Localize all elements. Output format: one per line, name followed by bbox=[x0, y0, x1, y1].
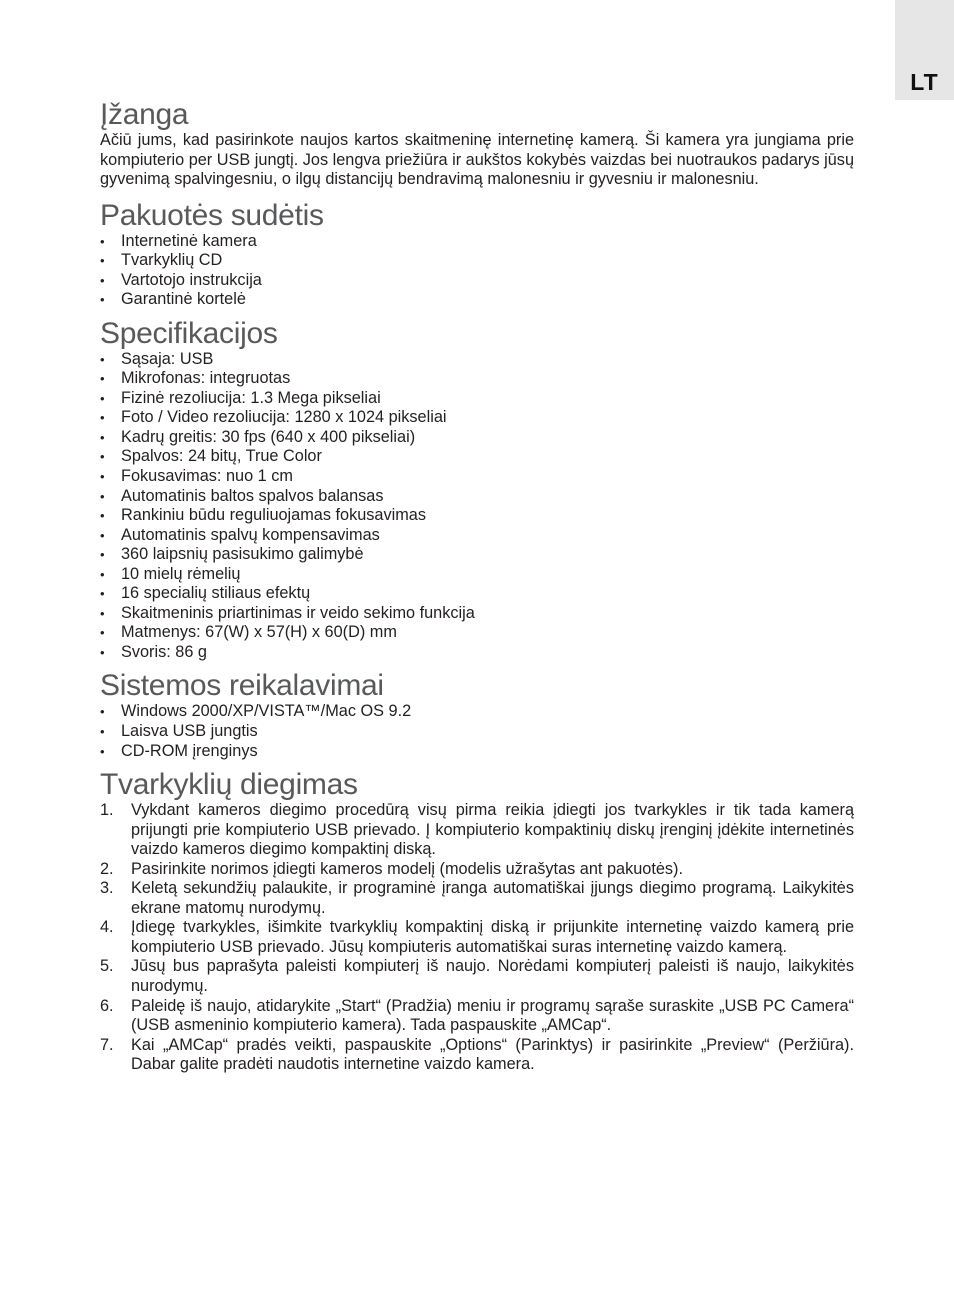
install-step bbox=[100, 801, 854, 860]
language-tab bbox=[895, 0, 954, 100]
list-item: • Rankiniu būdu reguliuojamas fokusavimas bbox=[100, 506, 854, 526]
list-item: • 16 specialių stiliaus efektų bbox=[100, 584, 854, 604]
list-item: • Fizinė rezoliucija: 1.3 Mega pikseliai bbox=[100, 389, 854, 409]
list-item: • 360 laipsnių pasisukimo galimybė bbox=[100, 545, 854, 565]
specs-list bbox=[100, 350, 854, 663]
package-list bbox=[100, 232, 854, 310]
section-title-intro: Įžanga bbox=[100, 98, 189, 131]
install-step bbox=[100, 997, 854, 1036]
list-item: • Kadrų greitis: 30 fps (640 x 400 pikseliai) bbox=[100, 428, 854, 448]
step-text: Pasirinkite norimos įdiegti kameros modelį (modelis užrašytas ant pakuotės). bbox=[131, 859, 683, 878]
list-item: • Internetinė kamera bbox=[100, 232, 854, 252]
install-step bbox=[100, 918, 854, 957]
list-item: • Garantinė kortelė bbox=[100, 290, 854, 310]
section-title-specs: Specifikacijos bbox=[100, 316, 278, 350]
step-text: Keletą sekundžių palaukite, ir programinė įranga automatiškai įjungs diegimo programą. Laikykitės ekrane matomų nurodymų. bbox=[131, 879, 854, 917]
language-label: LT bbox=[910, 69, 939, 95]
list-item: • Sąsaja: USB bbox=[100, 350, 854, 370]
step-text: Paleidę iš naujo, atidarykite „Start“ (Pradžia) meniu ir programų sąraše suraskite „USB PC Camera“ (USB asmeninio kompiuterio kamera). Tada paspauskite „AMCap“. bbox=[131, 996, 854, 1035]
list-item: • 10 mielų rėmelių bbox=[100, 565, 854, 585]
list-item: • Svoris: 86 g bbox=[100, 643, 854, 663]
section-title-install: Tvarkyklių diegimas bbox=[100, 768, 358, 802]
list-item: • CD-ROM įrenginys bbox=[100, 742, 854, 762]
list-item: • Foto / Video rezoliucija: 1280 x 1024 pikseliai bbox=[100, 408, 854, 428]
step-number: 7. bbox=[100, 1035, 114, 1054]
list-item: • Laisva USB jungtis bbox=[100, 722, 854, 742]
step-text: Jūsų bus paprašyta paleisti kompiuterį iš naujo. Norėdami kompiuterį paleisti iš naujo, laikykitės nurodymų. bbox=[131, 957, 854, 995]
list-item: • Fokusavimas: nuo 1 cm bbox=[100, 467, 854, 487]
list-item: • Skaitmeninis priartinimas ir veido sekimo funkcija bbox=[100, 604, 854, 624]
list-item: • Spalvos: 24 bitų, True Color bbox=[100, 447, 854, 467]
list-item: • Vartotojo instrukcija bbox=[100, 271, 854, 291]
install-step bbox=[100, 860, 854, 880]
install-step bbox=[100, 957, 854, 996]
step-number: 1. bbox=[100, 801, 114, 820]
step-number: 6. bbox=[100, 996, 114, 1015]
list-item: • Windows 2000/XP/VISTA™/Mac OS 9.2 bbox=[100, 702, 854, 722]
section-title-package: Pakuotės sudėtis bbox=[100, 198, 324, 232]
step-text: Kai „AMCap“ pradės veikti, paspauskite „Options“ (Parinktys) ir pasirinkite „Preview“ (Peržiūra). Dabar galite pradėti naudotis internetine vaizdo kamera. bbox=[131, 1035, 854, 1074]
step-number: 3. bbox=[100, 879, 114, 898]
step-text: Vykdant kameros diegimo procedūrą visų pirma reikia įdiegti jos tvarkykles ir tik tada kamerą prijungti prie kompiuterio USB prievado. Į kompiuterio kompaktinių diskų įrenginį įdėkite internetinės vaizdo kameros diegimo kompaktinį diską. bbox=[131, 801, 854, 859]
list-item: • Matmenys: 67(W) x 57(H) x 60(D) mm bbox=[100, 623, 854, 643]
system-list bbox=[100, 702, 854, 761]
install-step bbox=[100, 1036, 854, 1075]
list-item: • Automatinis baltos spalvos balansas bbox=[100, 487, 854, 507]
list-item: • Tvarkyklių CD bbox=[100, 251, 854, 271]
document-body bbox=[100, 98, 854, 1075]
list-item: • Mikrofonas: integruotas bbox=[100, 369, 854, 389]
step-number: 5. bbox=[100, 957, 114, 976]
list-item: • Automatinis spalvų kompensavimas bbox=[100, 526, 854, 546]
step-number: 4. bbox=[100, 918, 114, 937]
intro-paragraph: Ačiū jums, kad pasirinkote naujos kartos skaitmeninę internetinę kamerą. Ši kamera yra jungiama prie kompiuterio per USB jungtį. Jos lengva priežiūra ir aukštos kokybės vaizdas bei nuotraukos padarys jūsų gyvenimą spalvingesniu, o ilgų distancijų bendravimą malonesniu ir gyvesniu ir malonesniu. bbox=[100, 131, 854, 188]
section-title-system: Sistemos reikalavimai bbox=[100, 669, 384, 703]
step-number: 2. bbox=[100, 859, 114, 878]
step-text: Įdiegę tvarkykles, išimkite tvarkyklių kompaktinį diską ir prijunkite internetinę vaizdo kamerą prie kompiuterio USB prievado. Jūsų kompiuteris automatiškai suras internetinę vaizdo kamerą. bbox=[131, 918, 854, 956]
install-steps bbox=[100, 801, 854, 1075]
install-step bbox=[100, 879, 854, 918]
